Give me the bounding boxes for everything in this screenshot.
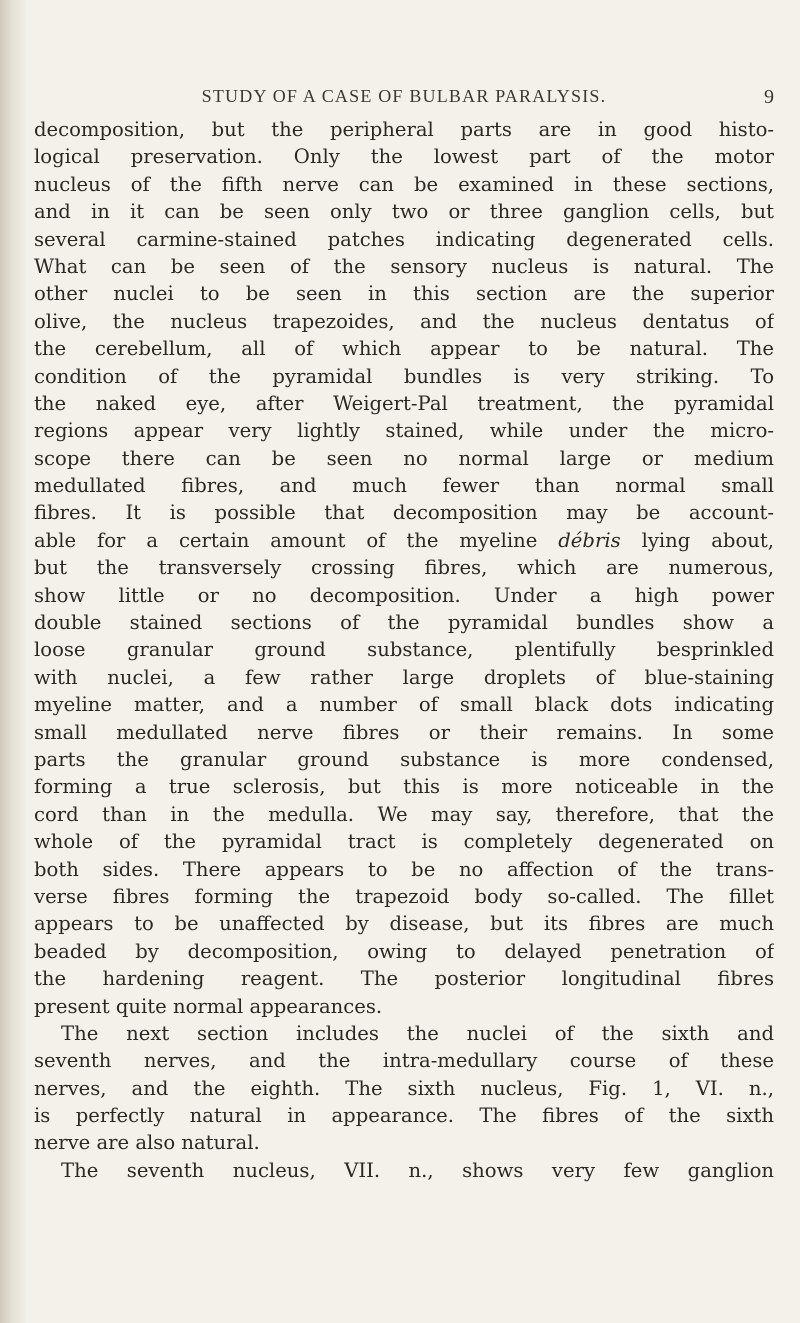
text-line: small medullated nerve fibres or their remains. In some [34,720,774,744]
book-page [34,0,774,1323]
text-line: nerves, and the eighth. The sixth nucleus, Fig. 1, VI. n., [34,1076,774,1100]
italic-word: débris [558,528,621,552]
body-text [34,116,774,1184]
text-line: verse fibres forming the trapezoid body so-called. The fillet [34,884,774,908]
text-segment: lying about, [620,528,774,552]
text-line: olive, the nucleus trapezoides, and the nucleus dentatus of [34,309,774,333]
text-line: whole of the pyramidal tract is completely degenerated on [34,830,774,854]
text-line: and in it can be seen only two or three ganglion cells, but [34,200,774,224]
text-line: appears to be unaffected by disease, but its fibres are much [34,912,774,936]
text-line: regions appear very lightly stained, while under the micro- [34,419,774,443]
text-line: myeline matter, and a number of small black dots indicating [34,693,774,717]
page-edge-shadow [0,0,28,1323]
text-line: with nuclei, a few rather large droplets of blue-staining [34,665,774,689]
running-head [34,86,774,110]
text-line: other nuclei to be seen in this section are the superior [34,282,774,306]
text-line: nucleus of the fifth nerve can be examined in these sections, [34,172,774,196]
text-line-with-italic [34,527,774,554]
text-line: the hardening reagent. The posterior longitudinal fibres [34,967,774,991]
text-line: seventh nerves, and the intra-medullary course of these [34,1049,774,1073]
text-line: logical preservation. Only the lowest part of the motor [34,145,774,169]
text-line: loose granular ground substance, plentifully besprinkled [34,638,774,662]
text-line: The seventh nucleus, VII. n., shows very few ganglion [61,1158,774,1182]
text-line: fibres. It is possible that decomposition may be account- [34,501,774,525]
text-line: but the transversely crossing fibres, which are numerous, [34,556,774,580]
text-line: present quite normal appearances. [34,994,383,1018]
text-segment: able for a certain amount of the myeline [34,528,538,552]
text-line: the cerebellum, all of which appear to be natural. The [34,337,774,361]
text-line: What can be seen of the sensory nucleus is natural. The [34,254,774,278]
text-line: both sides. There appears to be no affection of the trans- [34,857,774,881]
text-line: the naked eye, after Weigert-Pal treatment, the pyramidal [34,391,774,415]
text-line: show little or no decomposition. Under a high power [34,583,774,607]
text-line: is perfectly natural in appearance. The fibres of the sixth [34,1104,774,1128]
text-line: cord than in the medulla. We may say, therefore, that the [34,802,774,826]
text-line: nerve are also natural. [34,1131,260,1155]
running-title: STUDY OF A CASE OF BULBAR PARALYSIS. [201,86,607,106]
text-line: several carmine-stained patches indicating degenerated cells. [34,227,774,251]
text-line: beaded by decomposition, owing to delayed penetration of [34,939,774,963]
text-line: parts the granular ground substance is more condensed, [34,747,774,771]
text-line: The next section includes the nuclei of the sixth and [61,1021,774,1045]
text-line: double stained sections of the pyramidal bundles show a [34,611,774,635]
text-line: forming a true sclerosis, but this is more noticeable in the [34,775,774,799]
text-line: condition of the pyramidal bundles is very striking. To [34,364,774,388]
page-number: 9 [764,86,774,108]
text-line: decomposition, but the peripheral parts are in good histo- [34,118,774,141]
text-line: medullated fibres, and much fewer than normal small [34,474,774,498]
text-line: scope there can be seen no normal large or medium [34,446,774,470]
